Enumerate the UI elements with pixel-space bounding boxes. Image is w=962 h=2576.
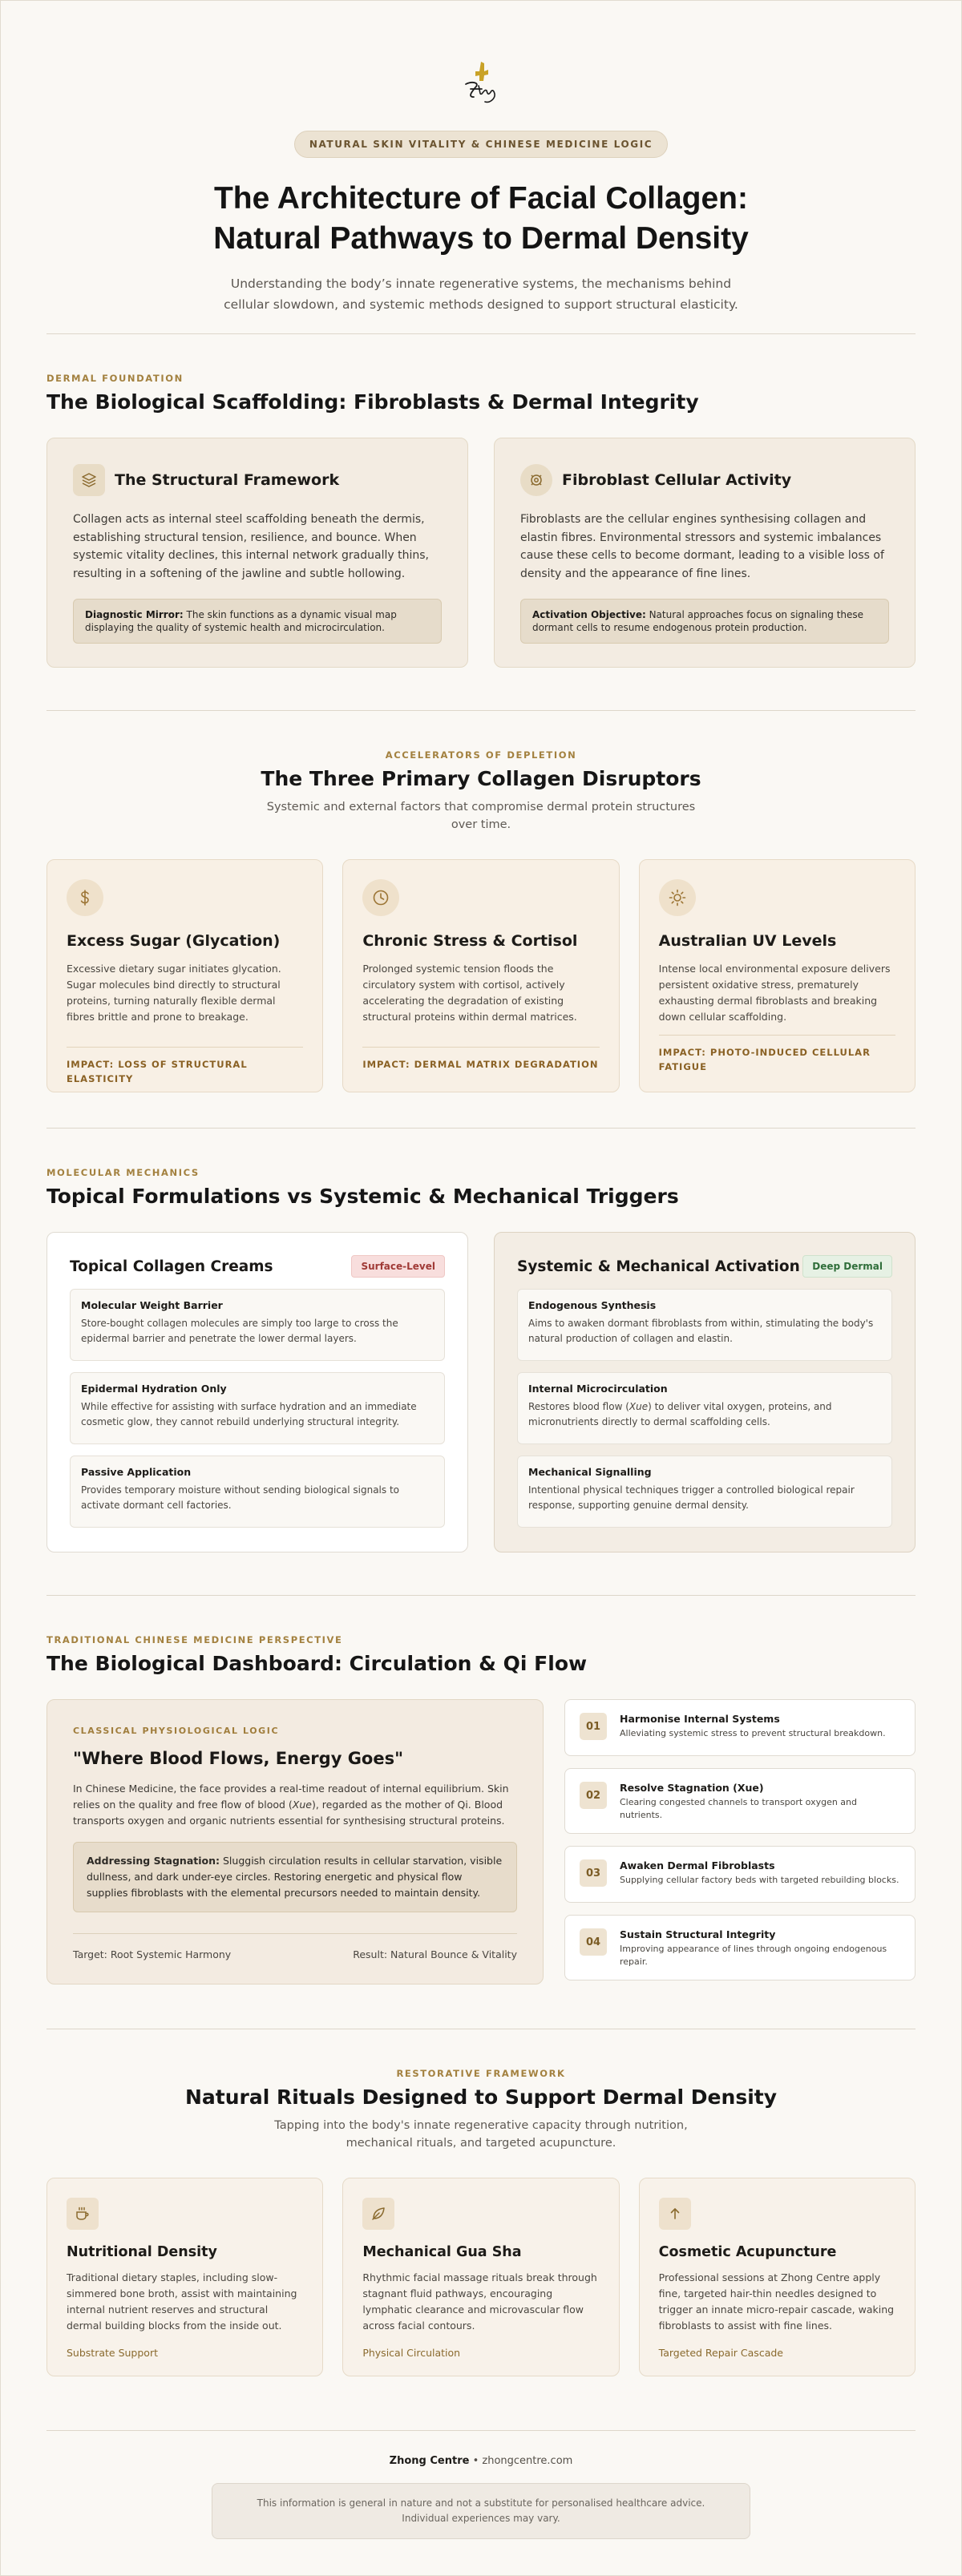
zhong-logo — [453, 57, 509, 113]
card-note — [73, 1842, 517, 1912]
card-body: Rhythmic facial massage rituals break through stagnant fluid pathways, encouraging lymphatic clearance and microvascular flow across facial contours. — [362, 2271, 597, 2332]
xue-term: Xue — [629, 1401, 649, 1412]
step-number: 02 — [580, 1782, 607, 1809]
step-body: Supplying cellular factory beds with targeted rebuilding blocks. — [620, 1875, 899, 1885]
card-note — [520, 599, 889, 644]
note-label: Diagnostic Mirror: — [85, 609, 184, 620]
section-molecular-mechanics — [46, 1129, 916, 1595]
section-subtitle: Systemic and external factors that compromise dermal protein structures over time. — [266, 801, 696, 831]
card-tag: Targeted Repair Cascade — [658, 2347, 783, 2359]
note-text: Natural approaches focus on signaling these dormant cells to resume endogenous protein production. — [532, 609, 864, 633]
section-title: Natural Rituals Designed to Support Dermal Density — [184, 2085, 778, 2109]
card-body — [73, 1781, 517, 1829]
ritual-card-nutrition — [46, 2178, 323, 2376]
disruptor-card-stress — [342, 859, 619, 1092]
step-item — [564, 1915, 916, 1980]
clock-icon — [362, 879, 399, 916]
cell-icon — [520, 464, 552, 496]
fibroblast-activity-card — [494, 438, 916, 668]
card-body: Traditional dietary staples, including slow-simmered bone broth, assist with maintaining internal nutrient reserves and structural dermal building blocks from the inside out. — [67, 2271, 297, 2332]
structural-framework-card — [46, 438, 468, 668]
step-title: Resolve Stagnation (Xue) — [620, 1782, 764, 1794]
item-body: While effective for assisting with surface hydration and an immediate cosmetic glow, they cannot rebuild underlying structural integrity. — [81, 1401, 417, 1427]
step-body: Improving appearance of lines through ongoing endogenous repair. — [620, 1944, 887, 1967]
step-body: Alleviating systemic stress to prevent structural breakdown. — [620, 1728, 886, 1738]
step-item — [564, 1699, 916, 1756]
card-title: Systemic & Mechanical Activation — [517, 1258, 800, 1275]
card-title: Australian UV Levels — [658, 932, 837, 950]
item-body-part: Restores blood flow ( — [528, 1401, 629, 1412]
section-eyebrow: ACCELERATORS OF DEPLETION — [385, 749, 577, 761]
ritual-card-acupuncture — [639, 2178, 916, 2376]
note-label: Activation Objective: — [532, 609, 646, 620]
card-body: Intense local environmental exposure delivers persistent oxidative stress, prematurely exhausting dermal fibroblasts and breaking down cellular scaffolding. — [658, 963, 891, 1023]
card-title: The Structural Framework — [115, 471, 340, 489]
card-eyebrow: CLASSICAL PHYSIOLOGICAL LOGIC — [73, 1726, 280, 1736]
leaf-icon — [362, 2198, 394, 2230]
brand-name: Zhong Centre — [389, 2455, 470, 2467]
list-item — [70, 1289, 445, 1361]
list-item — [517, 1372, 892, 1444]
disclaimer: This information is general in nature and not a substitute for personalised healthcare advice. Individual experiences may vary. — [212, 2483, 750, 2539]
item-title: Epidermal Hydration Only — [81, 1383, 227, 1395]
card-title: Topical Collagen Creams — [70, 1258, 273, 1275]
section-title: The Biological Dashboard: Circulation & Qi Flow — [46, 1652, 588, 1675]
card-tag: Physical Circulation — [362, 2347, 461, 2359]
card-title: Fibroblast Cellular Activity — [562, 471, 792, 489]
card-body: Professional sessions at Zhong Centre apply fine, targeted hair-thin needles designed to trigger an innate micro-repair cascade, waking fibroblasts to assist with fine lines. — [658, 2271, 895, 2332]
list-item — [70, 1372, 445, 1444]
disruptor-card-sugar — [46, 859, 323, 1092]
section-subtitle: Tapping into the body's innate regenerative capacity through nutrition, mechanical rituals, and targeted acupuncture. — [274, 2119, 688, 2150]
list-item — [517, 1456, 892, 1528]
section-dermal-foundation — [46, 334, 916, 710]
separator: • — [469, 2455, 483, 2467]
section-title: Topical Formulations vs Systemic & Mechanical Triggers — [46, 1185, 679, 1208]
sun-icon — [659, 879, 696, 916]
card-body: Fibroblasts are the cellular engines synthesising collagen and elastin fibres. Environmental stressors and systemic imbalances cause these cells to become dormant, leading to a visible loss of density and the appearance of fine lines. — [520, 513, 884, 580]
impact-label: IMPACT: LOSS OF STRUCTURAL ELASTICITY — [67, 1047, 303, 1086]
item-title: Endogenous Synthesis — [528, 1299, 657, 1311]
card-body: Collagen acts as internal steel scaffolding beneath the dermis, establishing structural tension, resilience, and bounce. When systemic vitality declines, this internal network gradually thins, resulting in a softening of the jawline and subtle hollowing. — [73, 513, 429, 580]
section-tcm-perspective — [46, 1596, 916, 2029]
section-title: The Biological Scaffolding: Fibroblasts & Dermal Integrity — [46, 390, 699, 414]
topical-creams-card — [46, 1232, 468, 1552]
section-eyebrow: MOLECULAR MECHANICS — [46, 1167, 200, 1178]
item-title: Mechanical Signalling — [528, 1466, 652, 1478]
step-number: 03 — [580, 1859, 607, 1887]
card-title: Chronic Stress & Cortisol — [362, 932, 578, 950]
impact-label: IMPACT: PHOTO-INDUCED CELLULAR FATIGUE — [659, 1035, 895, 1074]
card-body-part: In Chinese Medicine, the face provides a real-time readout of internal equilibrium. Skin relies on the quality and free flow of blood ( — [73, 1783, 509, 1811]
card-body: Excessive dietary sugar initiates glycation. Sugar molecules bind directly to structural proteins, turning naturally flexible dermal fibres brittle and prone to breakage. — [67, 963, 281, 1023]
item-body — [528, 1399, 881, 1430]
note-label: Addressing Stagnation: — [87, 1855, 220, 1867]
section-disruptors — [46, 711, 916, 1128]
hero-pill: NATURAL SKIN VITALITY & CHINESE MEDICINE LOGIC — [294, 131, 668, 158]
item-title: Passive Application — [81, 1466, 192, 1478]
item-body: Provides temporary moisture without sending biological signals to activate dormant cell factories. — [81, 1484, 399, 1511]
layers-icon — [73, 464, 105, 496]
note-text: Sluggish circulation results in cellular starvation, visible dullness, and dark under-eye circles. Restoring energetic and physical flow supplies fibroblasts with the elemental precursors needed to maintain density. — [87, 1855, 503, 1899]
arrow-up-icon — [659, 2198, 691, 2230]
systemic-activation-card — [494, 1232, 916, 1552]
step-body: Clearing congested channels to transport oxygen and nutrients. — [620, 1797, 858, 1820]
card-quote: "Where Blood Flows, Energy Goes" — [73, 1749, 404, 1768]
step-title: Awaken Dermal Fibroblasts — [620, 1859, 775, 1871]
footer — [46, 2431, 916, 2539]
card-title: Nutritional Density — [67, 2244, 217, 2260]
dollar-icon — [67, 879, 103, 916]
step-item — [564, 1846, 916, 1903]
list-item — [70, 1456, 445, 1528]
result-text: Result: Natural Bounce & Vitality — [353, 1948, 517, 1960]
item-body: Aims to awaken dormant fibroblasts from within, stimulating the body's natural production of collagen and elastin. — [528, 1318, 874, 1344]
step-title: Sustain Structural Integrity — [620, 1928, 776, 1940]
item-title: Internal Microcirculation — [528, 1383, 668, 1395]
list-item — [517, 1289, 892, 1361]
site-link[interactable]: zhongcentre.com — [482, 2455, 573, 2467]
card-title: Cosmetic Acupuncture — [658, 2244, 837, 2260]
card-tag: Substrate Support — [67, 2347, 158, 2359]
xue-term: Xue — [292, 1799, 312, 1811]
card-title: Excess Sugar (Glycation) — [67, 932, 281, 950]
card-body: Prolonged systemic tension floods the circulatory system with cortisol, actively accelerating the degradation of existing structural proteins within dermal matrices. — [362, 963, 577, 1023]
section-restorative-framework — [46, 2029, 916, 2430]
section-eyebrow: DERMAL FOUNDATION — [46, 373, 184, 384]
card-title: Mechanical Gua Sha — [362, 2244, 522, 2260]
card-note — [73, 599, 442, 644]
step-title: Harmonise Internal Systems — [620, 1713, 780, 1725]
item-body-part: ) to deliver vital oxygen, proteins, and micronutrients directly to dermal scaffolding cells. — [528, 1401, 832, 1427]
deep-dermal-badge: Deep Dermal — [802, 1255, 892, 1278]
surface-level-badge: Surface-Level — [351, 1255, 445, 1278]
ritual-card-gua-sha — [342, 2178, 619, 2376]
note-text: The skin functions as a dynamic visual map displaying the quality of systemic health and microcirculation. — [85, 609, 397, 633]
step-number: 01 — [580, 1713, 607, 1740]
item-body: Store-bought collagen molecules are simply too large to cross the epidermal barrier and penetrate the lower dermal layers. — [81, 1318, 398, 1344]
impact-label: IMPACT: DERMAL MATRIX DEGRADATION — [362, 1047, 599, 1072]
blood-flow-card — [46, 1699, 544, 1984]
card-body-part: ), regarded as the mother of Qi. Blood transports oxygen and organic nutrients essential for synthesising structural proteins. — [73, 1799, 505, 1827]
step-item — [564, 1768, 916, 1834]
cup-icon — [67, 2198, 99, 2230]
target-text: Target: Root Systemic Harmony — [73, 1948, 232, 1960]
section-eyebrow: TRADITIONAL CHINESE MEDICINE PERSPECTIVE — [46, 1634, 343, 1645]
item-title: Molecular Weight Barrier — [81, 1299, 223, 1311]
title-line-1: The Architecture of Facial Collagen: — [213, 181, 748, 216]
section-title: The Three Primary Collagen Disruptors — [261, 767, 701, 790]
hero — [46, 1, 916, 333]
footer-brand — [46, 2455, 916, 2467]
item-body: Intentional physical techniques trigger a controlled biological repair response, supporting genuine dermal density. — [528, 1484, 855, 1511]
step-list — [564, 1699, 916, 1984]
section-eyebrow: RESTORATIVE FRAMEWORK — [396, 2068, 566, 2079]
step-number: 04 — [580, 1928, 607, 1956]
page-title — [46, 179, 916, 259]
title-line-2: Natural Pathways to Dermal Density — [213, 221, 749, 256]
disruptor-card-uv — [639, 859, 916, 1092]
hero-intro: Understanding the body’s innate regenerative systems, the mechanisms behind cellular slowdown, and systemic methods designed to support structural elasticity. — [224, 277, 738, 312]
